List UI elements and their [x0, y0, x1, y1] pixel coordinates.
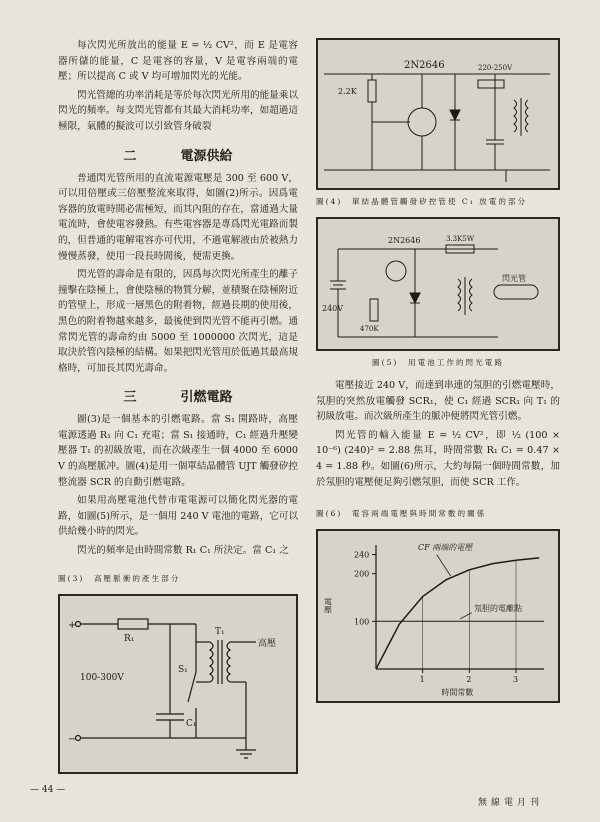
fig3-schematic	[60, 596, 296, 772]
fig4-schematic	[318, 40, 558, 188]
fig4-res-label: 2.2K	[338, 87, 357, 96]
fig3-label-t: T₁	[215, 626, 225, 637]
right-column	[316, 38, 560, 703]
fig6-y-label: 電壓	[323, 597, 333, 614]
section-number: 三	[123, 390, 137, 406]
fig6-y-tick-200: 200	[354, 569, 370, 579]
fig3-label-s: S₁	[178, 664, 188, 675]
paragraph-neon: 電壓接近 240 V，而達到串連的氖胆的引燃電壓時，氖胆的突然放電觸發 SCR₁，使 C₁ 經過 SCR₁ 向 T₁ 的初級放電。而次級所產生的脈冲便將閃光管引燃。	[316, 380, 560, 423]
fig6-chart	[316, 529, 560, 703]
section-title: 電源供給	[180, 148, 233, 164]
fig6-legend-pointer-1	[437, 555, 451, 576]
paragraph-lifetime: 閃光管的壽命是有限的，因爲每次閃光所產生的離子撞擊在陰極上，會使陰極的物質分解，並積聚在陰極附近的管壁上，形成一層黑色的附着物，經過長期的使用後，黑色的附着物越來越多，最後使到閃光管不能再引燃。通常閃光管的壽命約由 5000 至 1000000 次閃光，這是取決於管內陰極的結構。如果把閃光管用於低過其最高規格時，可加長其閃光壽命。	[58, 269, 298, 374]
section-heading-power-supply	[58, 145, 298, 164]
fig6-legend-pointer-2	[460, 613, 472, 619]
fig3-minus: −	[68, 733, 77, 745]
fig6-legend-capacitor-voltage: CF 兩端的電壓	[418, 542, 473, 552]
paragraph-power: 閃光管總的功率消耗是等於每次閃光所用的能量乘以閃光的頻率。每支閃光管都有其最大消耗功率，如超過這極限，氣體的擬波可以引致管身破裂	[58, 89, 298, 132]
fig3-label-in: 100-300V	[80, 672, 124, 683]
fig6-y-tick-100: 100	[354, 617, 370, 627]
fig5-transistor-label: 2N2646	[388, 236, 421, 245]
fig4-caption: 圖(4) 單結晶體管觸發矽控管使 C₁ 放電的部分	[316, 197, 528, 206]
paragraph-supply: 普通閃光管所用的直流電源電壓是 300 至 600 V，可以用倍壓或三倍壓整流來取得，如圖(2)所示。因爲電容器的放電時間必需極短，而其內阻的存在，當通過大量電流時，會使電容發熱。有些電容器是專爲閃光電路而製的，但普通的電解電容亦可代用，不過電解液由於被熱力慢慢蒸發，使用一段長時間後，便需更換。	[58, 172, 298, 262]
section-heading-trigger	[58, 386, 298, 405]
fig6-plot	[318, 531, 558, 701]
fig4-circuit	[316, 38, 560, 190]
fig3-label-hv: 高壓	[258, 638, 277, 649]
fig3-caption: 圖(3) 高壓脈衝的產生部分	[58, 573, 181, 583]
fig5-tube-label: 閃光管	[502, 274, 526, 283]
paragraph-energy: 每次閃光所放出的能量 E = ½ CV²，而 E 是電容器所儲的能量，C 是電容的容量，V 是電容兩端的電壓；所以提高 C 或 V 均可增加閃光的光能。	[58, 40, 298, 83]
fig5-caption: 圖(5) 用電池工作的閃光電路	[372, 358, 504, 367]
fig3-plus: +	[68, 619, 77, 631]
left-column	[58, 38, 298, 774]
fig5-res-label: 3.3K5W	[446, 235, 475, 243]
fig5-schematic	[318, 219, 558, 349]
fig3-label-c: C₁	[186, 718, 197, 729]
fig6-x-tick-1: 1	[419, 675, 425, 685]
fig6-legend-ionization: 氖胆的電離點	[474, 603, 522, 613]
paragraph-trigger: 圖(3)是一個基本的引燃電路。當 S₁ 開路時，高壓電源透過 R₁ 向 C₁ 充電；當 S₁ 接通時，C₁ 經過升壓變壓器 T₁ 的初級放電，而在次級產生一個 4000 至 6000 V 的高壓脈冲。圖(4)是用一個單結晶體管 UJT 觸發矽控整流器 SCR 的自動引燃電路。	[58, 414, 298, 488]
section-number: 二	[123, 148, 137, 164]
fig4-res2-label: 220-250V	[478, 64, 513, 72]
paragraph-battery: 如果用高壓電池代替市電電源可以簡化閃光器的電路，如圖(5)所示，是一個用 240 V 電池的電路，它可以供給幾小時的閃光。	[58, 495, 298, 538]
section-title: 引燃電路	[180, 390, 233, 406]
fig6-caption: 圖(6) 電容兩端電壓與時間常數的關係	[316, 509, 487, 519]
journal-name: 無線電月刊	[478, 798, 544, 808]
fig5-circuit	[316, 217, 560, 351]
paragraph-frequency: 閃光的頻率是由時間常數 R₁ C₁ 所決定。當 C₁ 之	[77, 545, 289, 557]
fig5-battery-label: 240V	[322, 304, 344, 313]
fig4-transistor-label: 2N2646	[404, 60, 445, 71]
paragraph-input-energy: 閃光管的輸入能量 E = ½ CV²，即 ½ (100 × 10⁻⁶) (240)² = 2.88 焦耳，時間常數 R₁ C₁ = 0.47 × 4 = 1.88 秒。如圖(6)所示，大約每隔一個時間常數，加於氖胆的電壓便足夠引燃氖胆，而使 SCR 工作。	[316, 429, 560, 488]
fig6-x-tick-2: 2	[466, 675, 472, 685]
fig6-y-tick-240: 240	[354, 550, 370, 560]
fig6-x-tick-3: 3	[513, 675, 519, 685]
fig6-x-label: 時間常數	[441, 688, 474, 698]
fig6-series-capacitor-voltage	[376, 558, 539, 669]
fig3-label-r: R₁	[124, 633, 135, 644]
fig3-circuit	[58, 594, 298, 774]
page-number: — 44 —	[30, 785, 66, 795]
fig5-res2-label: 470K	[360, 325, 379, 333]
